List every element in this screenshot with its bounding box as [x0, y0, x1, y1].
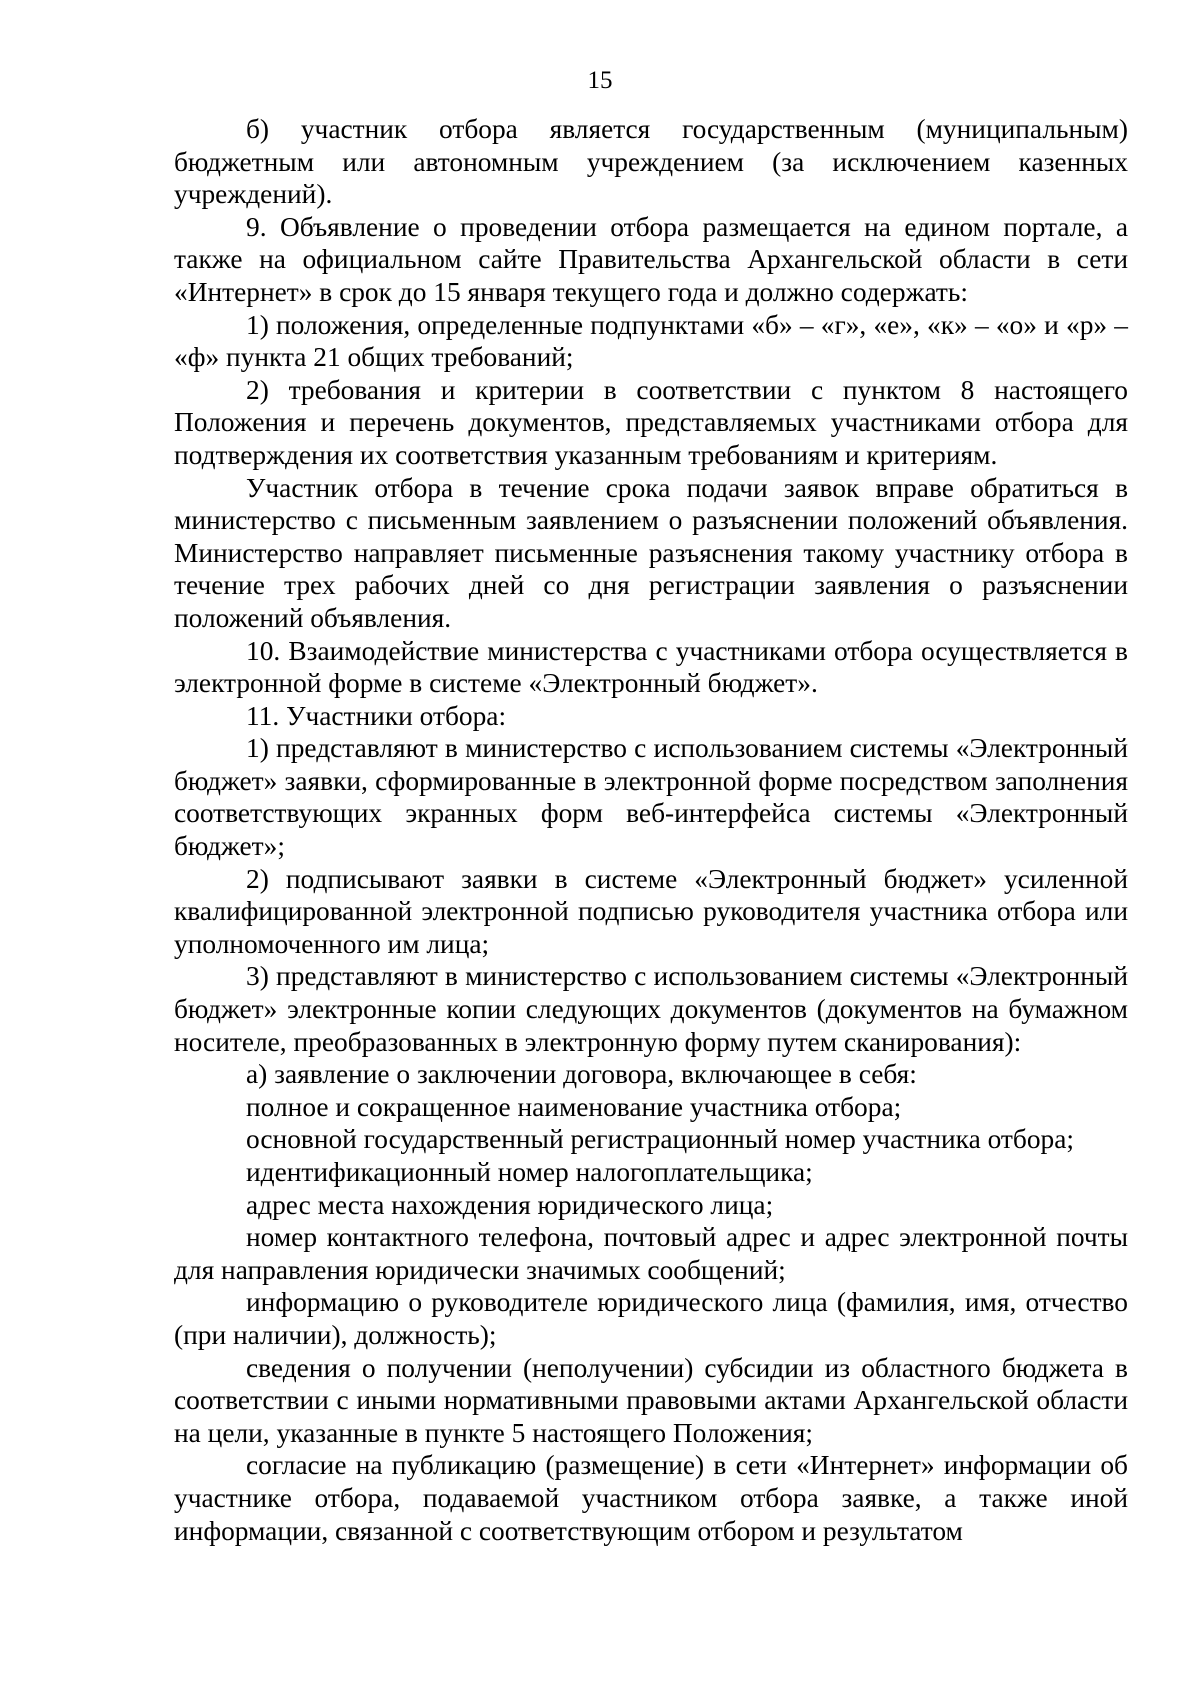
- paragraph-clarification-request: Участник отбора в течение срока подачи заявок вправе обратиться в министерство с письменным заявлением о разъяснении положений объявления. Министерство направляет письменные разъяснения такому участнику отбора в течение трех рабочих дней со дня регистрации заявления о разъяснении положений объявления.: [174, 472, 1128, 633]
- paragraph-11-participants: 11. Участники отбора:: [246, 700, 507, 731]
- paragraph-item-a-application: а) заявление о заключении договора, включающее в себя:: [246, 1059, 917, 1090]
- paragraph-9-item-2: 2) требования и критерии в соответствии с пунктом 8 настоящего Положения и перечень документов, представляемых участниками отбора для подтверждения их соответствия указанным требованиям и критериям.: [174, 374, 1128, 470]
- paragraph-subsidy-info: сведения о получении (неполучении) субсидии из областного бюджета в соответствии с иными нормативными правовыми актами Архангельской области на цели, указанные в пункте 5 настоящего Положения;: [174, 1352, 1128, 1448]
- paragraph-legal-address: адрес места нахождения юридического лица;: [246, 1189, 774, 1220]
- page-number: 15: [587, 67, 613, 94]
- paragraph-11-item-3: 3) представляют в министерство с использованием системы «Электронный бюджет» электронные копии следующих документов (документов на бумажном носителе, преобразованных в электронную форму путем сканирования):: [174, 961, 1128, 1057]
- paragraph-9-item-1: 1) положения, определенные подпунктами «б» – «г», «е», «к» – «о» и «р» – «ф» пункта 21 общих требований;: [174, 309, 1128, 373]
- document-body: [174, 113, 1128, 1547]
- paragraph-head-info: информацию о руководителе юридического лица (фамилия, имя, отчество (при наличии), должность);: [174, 1287, 1128, 1350]
- paragraph-publication-consent: согласие на публикацию (размещение) в сети «Интернет» информации об участнике отбора, подаваемой участником отбора заявке, а также иной информации, связанной с соответствующим отбором и результатом: [174, 1450, 1128, 1546]
- paragraph-contacts: номер контактного телефона, почтовый адрес и адрес электронной почты для направления юридически значимых сообщений;: [174, 1222, 1128, 1285]
- paragraph-11-item-1: 1) представляют в министерство с использованием системы «Электронный бюджет» заявки, сформированные в электронной форме посредством заполнения соответствующих экранных форм веб-интерфейса системы «Электронный бюджет»;: [174, 733, 1128, 862]
- paragraph-9-announcement: 9. Объявление о проведении отбора размещается на едином портале, а также на официальном сайте Правительства Архангельской области в сети «Интернет» в срок до 15 января текущего года и должно содержать:: [174, 211, 1128, 307]
- paragraph-b-participant-status: б) участник отбора является государственным (муниципальным) бюджетным или автономным учреждением (за исключением казенных учреждений).: [174, 114, 1128, 210]
- paragraph-ogrn: основной государственный регистрационный номер участника отбора;: [246, 1124, 1074, 1155]
- paragraph-inn: идентификационный номер налогоплательщика;: [246, 1157, 813, 1187]
- paragraph-11-item-2: 2) подписывают заявки в системе «Электронный бюджет» усиленной квалифицированной электронной подписью руководителя участника отбора или уполномоченного им лица;: [174, 863, 1128, 959]
- paragraph-full-short-name: полное и сокращенное наименование участника отбора;: [246, 1091, 902, 1122]
- paragraph-10-interaction: 10. Взаимодействие министерства с участниками отбора осуществляется в электронной форме в системе «Электронный бюджет».: [174, 635, 1128, 699]
